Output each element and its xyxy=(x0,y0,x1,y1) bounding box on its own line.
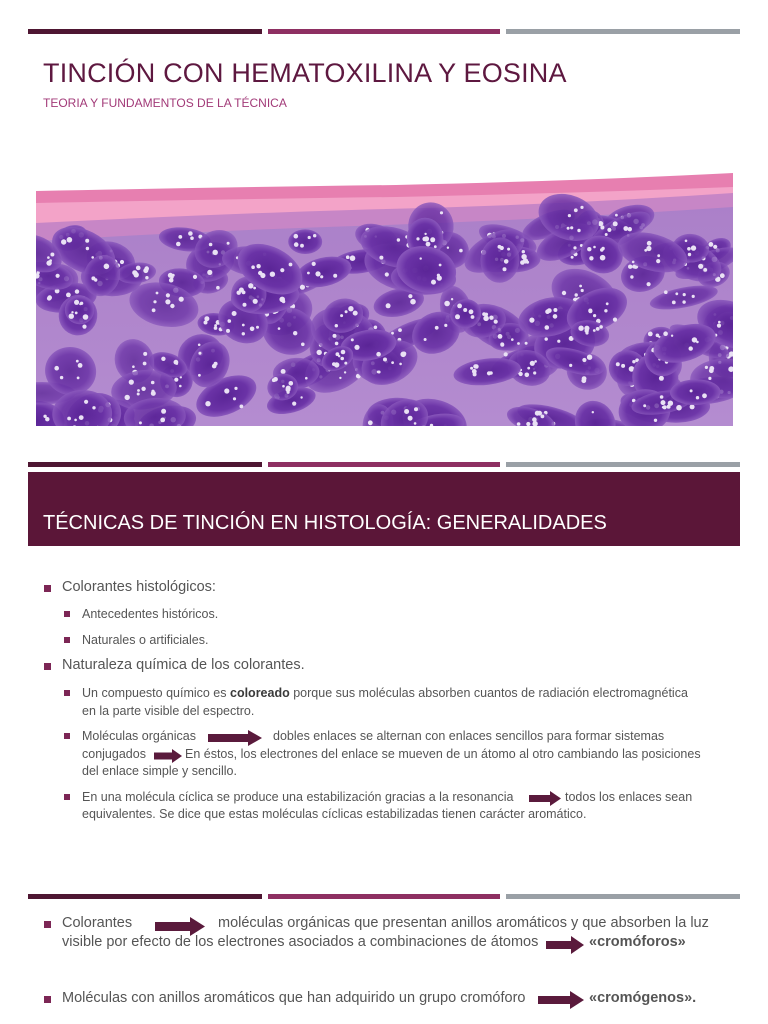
bullet-marker xyxy=(44,921,51,928)
arrow-right-icon xyxy=(529,791,561,806)
cromogenos-term: «cromógenos». xyxy=(589,990,697,1006)
bullet-naturales: Naturales o artificiales. xyxy=(82,633,209,647)
bullet-marker xyxy=(44,585,51,592)
section-banner xyxy=(28,472,740,546)
bullet-coloreado-line1: Un compuesto químico es coloreado porque sus moléculas absorben cuantos de radiación electromagnética xyxy=(82,686,688,700)
slide-title: TINCIÓN CON HEMATOXILINA Y EOSINA xyxy=(43,58,567,88)
bullet-marker xyxy=(64,733,70,739)
bullet-colorantes-def: Colorantes xyxy=(62,915,133,931)
accent-bar-gray xyxy=(506,462,740,467)
arrow-right-icon xyxy=(208,730,262,746)
bullet-enlace-simple: del enlace simple y sencillo. xyxy=(82,764,237,778)
bullet-marker xyxy=(64,637,70,643)
bullet-coloreado-line2: en la parte visible del espectro. xyxy=(82,704,255,718)
bullet-marker xyxy=(44,663,51,670)
accent-bar-gray xyxy=(506,894,740,899)
cromoforos-term: «cromóforos» xyxy=(589,934,686,950)
arrow-right-icon xyxy=(154,749,182,763)
bullet-electrones: En éstos, los electrones del enlace se mueven de un átomo al otro cambiando las posiciones xyxy=(185,747,701,761)
accent-bar-dark xyxy=(28,462,262,467)
accent-bar-gray xyxy=(506,29,740,34)
bullet-cromogenos: Moléculas con anillos aromáticos que han adquirido un grupo cromóforo xyxy=(62,990,526,1006)
bullet-marker xyxy=(64,611,70,617)
slide-subtitle: TEORIA Y FUNDAMENTOS DE LA TÉCNICA xyxy=(43,96,287,110)
bullet-ciclica-post: todos los enlaces sean xyxy=(565,790,693,804)
bullet-ciclica-pre: En una molécula cíclica se produce una estabilización gracias a la resonancia xyxy=(82,790,514,804)
banner-title: TÉCNICAS DE TINCIÓN EN HISTOLOGÍA: GENERALIDADES xyxy=(43,512,607,534)
bullet-aromatico: equivalentes. Se dice que estas moléculas cíclicas estabilizadas tienen carácter aromático. xyxy=(82,807,587,821)
accent-bar-magenta xyxy=(268,462,500,467)
bullet-conjugados: conjugados xyxy=(82,747,146,761)
bullet-colorantes: Colorantes histológicos: xyxy=(62,579,216,595)
accent-bar-dark xyxy=(28,894,262,899)
bullet-colorantes-def-post: moléculas orgánicas que presentan anillos aromáticos y que absorben la luz xyxy=(218,915,709,931)
arrow-right-icon xyxy=(546,936,584,954)
accent-bar-dark xyxy=(28,29,262,34)
bullet-moleculas-post: dobles enlaces se alternan con enlaces sencillos para formar sistemas xyxy=(273,729,665,743)
arrow-right-icon xyxy=(538,991,584,1009)
bullet-moleculas-pre: Moléculas orgánicas xyxy=(82,729,196,743)
bullet-marker xyxy=(64,794,70,800)
bullet-antecedentes: Antecedentes históricos. xyxy=(82,607,219,621)
histology-image xyxy=(36,129,733,426)
bullet-marker xyxy=(44,996,51,1003)
bullet-marker xyxy=(64,690,70,696)
accent-bar-magenta xyxy=(268,894,500,899)
bullet-colorantes-def-line2: visible por efecto de los electrones asociados a combinaciones de átomos xyxy=(62,934,539,950)
bullet-naturaleza: Naturaleza química de los colorantes. xyxy=(62,657,305,673)
accent-bar-magenta xyxy=(268,29,500,34)
